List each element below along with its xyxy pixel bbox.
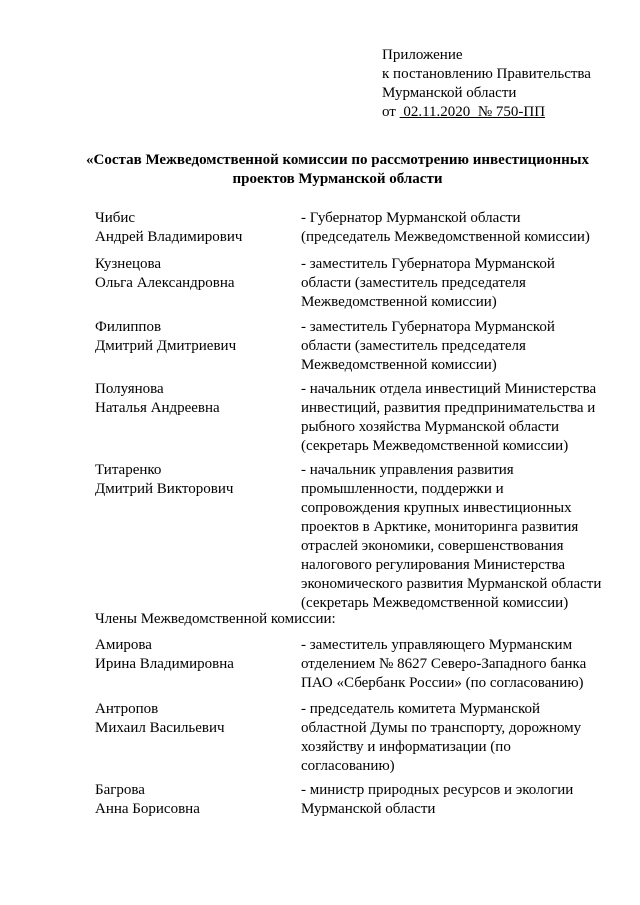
person-name: Филиппов Дмитрий Дмитриевич (95, 319, 237, 354)
person-name: Кузнецова Ольга Александровна (95, 256, 235, 291)
appendix-block (382, 46, 591, 122)
person-role: - министр природных ресурсов и экологии Мурманской области (301, 782, 574, 817)
person-name: Титаренко Дмитрий Викторович (95, 462, 234, 497)
document-title (60, 151, 615, 189)
date-prefix: от (382, 104, 396, 120)
members-heading: Члены Межведомственной комиссии: (95, 611, 336, 627)
person-role: - заместитель Губернатора Мурманской области (заместитель председателя Межведомственной комиссии) (301, 256, 555, 310)
person-name: Багрова Анна Борисовна (95, 782, 200, 817)
person-name: Антропов Михаил Васильевич (95, 701, 225, 736)
person-name: Чибис Андрей Владимирович (95, 210, 243, 245)
resolution-number: № 750-ПП (474, 104, 546, 120)
title-line: «Состав Межведомственной комиссии по рассмотрению инвестиционных (86, 152, 589, 168)
resolution-date: 02.11.2020 (399, 104, 475, 120)
person-name: Полуянова Наталья Андреевна (95, 381, 220, 416)
person-role: - начальник управления развития промышленности, поддержки и сопровождения крупных инвестиционных проектов в Арктике, мониторинга развития отраслей экономики, совершенствования налогового регулирования Министерства экономического развития Мурманской области (секретарь Межведомственной комиссии) (301, 462, 602, 611)
person-role: - начальник отдела инвестиций Министерства инвестиций, развития предпринимательства и рыбного хозяйства Мурманской области (секретарь Межведомственной комиссии) (301, 381, 597, 454)
appendix-line: Мурманской области (382, 85, 517, 101)
person-role: - председатель комитета Мурманской областной Думы по транспорту, дорожному хозяйству и информатизации (по согласованию) (301, 701, 582, 774)
person-name: Амирова Ирина Владимировна (95, 637, 234, 672)
person-role: - заместитель Губернатора Мурманской области (заместитель председателя Межведомственной комиссии) (301, 319, 555, 373)
person-role: - Губернатор Мурманской области (председатель Межведомственной комиссии) (301, 210, 590, 245)
appendix-date-line (382, 103, 591, 122)
appendix-line: Приложение (382, 47, 463, 63)
person-role: - заместитель управляющего Мурманским отделением № 8627 Северо-Западного банка ПАО «Сбербанк России» (по согласованию) (301, 637, 587, 691)
appendix-line: к постановлению Правительства (382, 66, 591, 82)
title-line: проектов Мурманской области (232, 171, 443, 187)
